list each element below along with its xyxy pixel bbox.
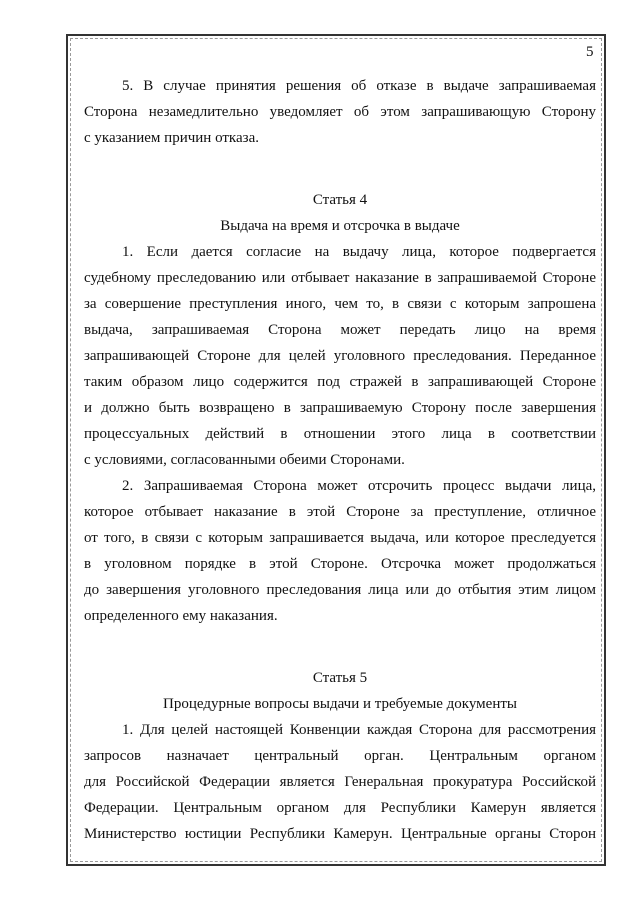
text-line: от того, в связи с которым запрашивается выдача, или которое преследуется: [84, 530, 596, 546]
text-line: Министерство юстиции Республики Камерун. Центральные органы Сторон: [84, 826, 596, 842]
article-5-paragraph-1: [84, 717, 596, 847]
text-line: и должно быть возвращено в запрашиваемую Сторону после завершения: [84, 400, 596, 416]
text-line: запросов назначает центральный орган. Центральным органом: [84, 748, 596, 764]
article-5-heading: Статья 5: [312, 670, 368, 686]
text-line: которое отбывает наказание в этой Стороне за преступление, отличное: [84, 504, 596, 520]
text-line: с указанием причин отказа.: [84, 130, 259, 146]
text-line: определенного ему наказания.: [84, 608, 278, 624]
page-number: 5: [586, 44, 594, 60]
intro-paragraph: [84, 73, 596, 151]
article-4-paragraph-1: [84, 239, 596, 473]
text-line: за совершение преступления иного, чем то, в связи с которым запрошена: [84, 296, 596, 312]
text-line: 1. Если дается согласие на выдачу лица, которое подвергается: [122, 244, 596, 260]
text-line: Сторона незамедлительно уведомляет об этом запрашивающую Сторону: [84, 104, 596, 120]
article-4-paragraph-2: [84, 473, 596, 629]
article-5-title: Процедурные вопросы выдачи и требуемые документы: [163, 696, 517, 712]
text-line: 2. Запрашиваемая Сторона может отсрочить процесс выдачи лица,: [122, 478, 596, 494]
text-line: Федерации. Центральным органом для Республики Камерун является: [84, 800, 596, 816]
text-line: выдача, запрашиваемая Сторона может передать лицо на время: [84, 322, 596, 338]
document-body: [84, 73, 596, 847]
article-4-title: Выдача на время и отсрочка в выдаче: [220, 218, 460, 234]
text-line: с условиями, согласованными обеими Сторонами.: [84, 452, 405, 468]
text-line: таким образом лицо содержится под стражей в запрашивающей Стороне: [84, 374, 596, 390]
article-4-heading: Статья 4: [312, 192, 368, 208]
text-line: в уголовном порядке в этой Стороне. Отсрочка может продолжаться: [84, 556, 596, 572]
text-line: процессуальных действий в отношении этого лица в соответствии: [84, 426, 596, 442]
text-line: 1. Для целей настоящей Конвенции каждая Сторона для рассмотрения: [122, 722, 596, 738]
text-line: запрашивающей Стороне для целей уголовного преследования. Переданное: [84, 348, 596, 364]
text-line: для Российской Федерации является Генеральная прокуратура Российской: [84, 774, 596, 790]
text-line: 5. В случае принятия решения об отказе в выдаче запрашиваемая: [122, 78, 596, 94]
text-line: до завершения уголовного преследования лица или до отбытия этим лицом: [84, 582, 596, 598]
text-line: судебному преследованию или отбывает наказание в запрашиваемой Стороне: [84, 270, 596, 286]
